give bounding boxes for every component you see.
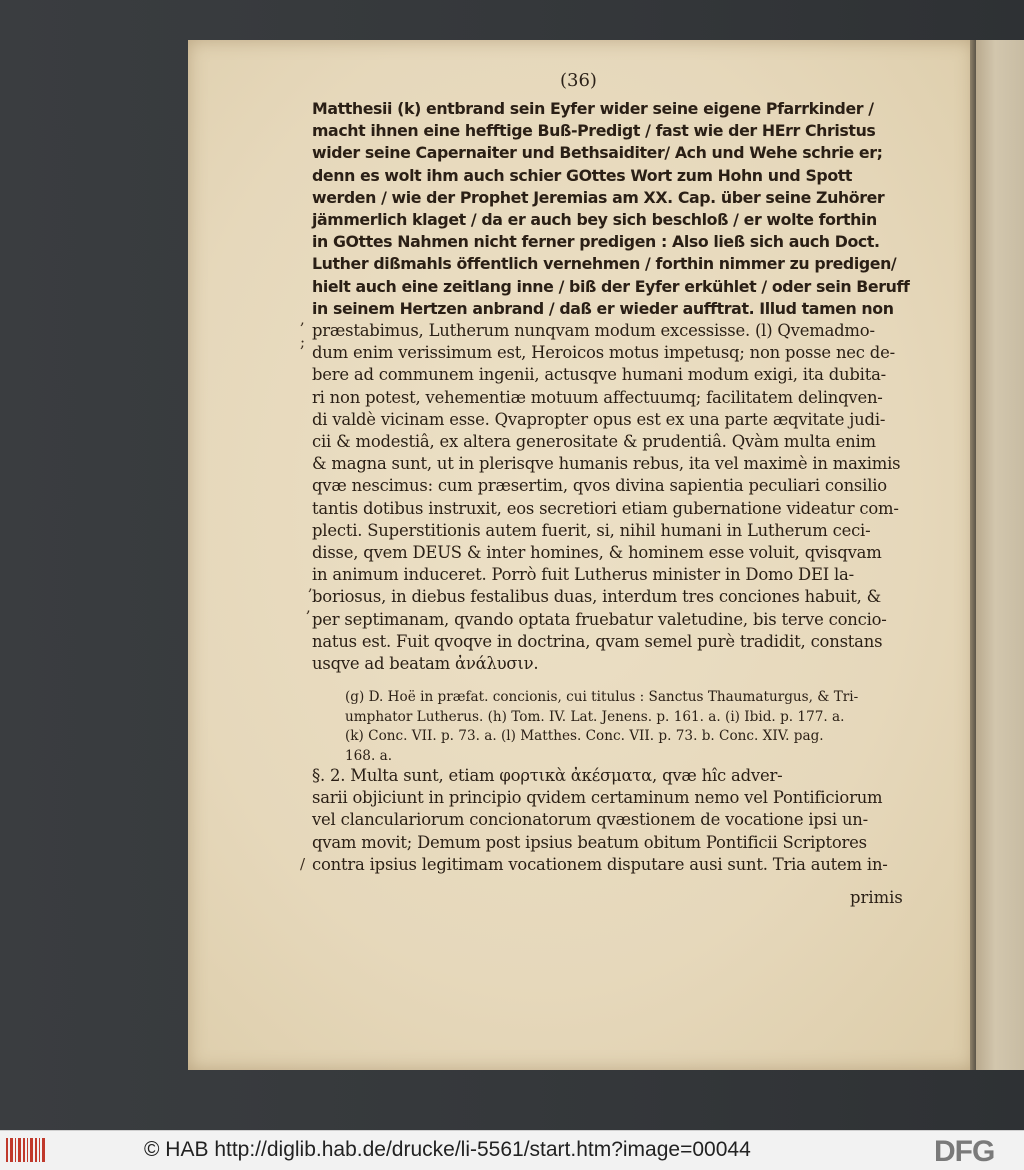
text-line: (g) D. Hoë in præfat. concionis, cui titulus : Sanctus Thaumaturgus, & Tri-	[345, 689, 859, 705]
text-line: (k) Conc. VII. p. 73. a. (l) Matthes. Conc. VII. p. 73. b. Conc. XIV. pag.	[345, 728, 824, 745]
adjacent-page-edge	[976, 40, 1024, 1070]
footnotes-block	[345, 688, 905, 766]
text-line: disse, qvem DEUS & inter homines, & hominem esse voluit, qvisqvam	[312, 543, 882, 563]
text-line: Matthesii (k) entbrand sein Eyfer wider seine eigene Pfarrkinder /	[312, 99, 874, 118]
text-line: macht ihnen eine hefftige Buß-Predigt / fast wie der HErr Christus	[312, 121, 876, 141]
text-line: in seinem Hertzen anbrand / daß er wieder aufftrat. Illud tamen non	[312, 298, 894, 318]
text-line: natus est. Fuit qvoqve in doctrina, qvam semel purè tradidit, constans	[312, 631, 883, 651]
text-line: in animum induceret. Porrò fuit Lutherus minister in Domo DEI la-	[312, 565, 854, 585]
paragraph-section-2	[312, 765, 910, 876]
main-text-block	[312, 98, 910, 675]
text-line: in GOttes Nahmen nicht ferner predigen : Also ließ sich auch Doct.	[312, 232, 880, 252]
text-line: werden / wie der Prophet Jeremias am XX. Cap. über seine Zuhörer	[312, 187, 885, 207]
text-line: Luther dißmahls öffentlich vernehmen / forthin nimmer zu predigen/	[312, 254, 897, 274]
text-line: jämmerlich klaget / da er auch bey sich beschloß / er wolte forthin	[312, 210, 877, 230]
text-line: cii & modestiâ, ex altera generositate & prudentiâ. Qvàm multa enim	[312, 432, 876, 452]
text-line: & magna sunt, ut in plerisqve humanis rebus, ita vel maximè in maximis	[312, 454, 901, 474]
text-line: denn es wolt ihm auch schier GOttes Wort zum Hohn und Spott	[312, 165, 853, 185]
text-line: wider seine Capernaiter und Bethsaiditer/ Ach und Wehe schrie er;	[312, 143, 883, 163]
viewer-footer	[0, 1130, 1024, 1170]
text-line: per septimanam, qvando optata fruebatur valetudine, bis terve concio-	[312, 609, 887, 629]
text-line: sarii objiciunt in principio qvidem certaminum nemo vel Pontificiorum	[312, 788, 883, 808]
text-line: qvæ nescimus: cum præsertim, qvos divina sapientia peculiari consilio	[312, 476, 887, 496]
text-line: qvam movit; Demum post ipsius beatum obitum Pontificii Scriptores	[312, 832, 867, 852]
margin-mark: ,	[308, 576, 313, 594]
page-number-header: (36)	[560, 70, 597, 91]
source-link[interactable]: © HAB http://diglib.hab.de/drucke/li-5561/start.htm?image=00044	[144, 1138, 751, 1161]
text-line: tantis dotibus instruxit, eos secretiori etiam gubernatione videatur com-	[312, 498, 899, 518]
catchword: primis	[850, 888, 903, 907]
text-line: plecti. Superstitionis autem fuerit, si, nihil humani in Lutherum ceci-	[312, 520, 871, 540]
text-line: §. 2. Multa sunt, etiam φορτικὰ ἀκέσματα, qvæ hîc adver-	[312, 766, 783, 785]
text-line: dum enim verissimum est, Heroicos motus impetusq; non posse nec de-	[312, 343, 895, 363]
text-line: boriosus, in diebus festalibus duas, interdum tres conciones habuit, &	[312, 587, 882, 607]
text-line: contra ipsius legitimam vocationem disputare ausi sunt. Tria autem in-	[312, 854, 888, 874]
text-line: 168. a.	[345, 747, 393, 764]
margin-mark: /	[300, 855, 306, 873]
text-line: usqve ad beatam ἀνάλυσιν.	[312, 654, 539, 674]
text-line: ri non potest, vehementiæ motuum affectuumq; facilitatem delinqven-	[312, 387, 883, 407]
text-line: vel clanculariorum concionatorum qvæstionem de vocatione ipsi un-	[312, 810, 868, 830]
text-line: umphator Lutherus. (h) Tom. IV. Lat. Jenens. p. 161. a. (i) Ibid. p. 177. a.	[345, 708, 845, 725]
text-line: hielt auch eine zeitlang inne / biß der Eyfer erkühlet / oder sein Beruff	[312, 276, 910, 296]
dfg-logo: DFG	[934, 1135, 995, 1168]
text-line: bere ad communem ingenii, actusqve humani modum exigi, ita dubita-	[312, 365, 887, 385]
margin-mark: ;	[300, 333, 306, 351]
margin-mark: ,	[300, 310, 305, 328]
text-line: præstabimus, Lutherum nunqvam modum excessisse. (l) Qvemadmo-	[312, 321, 875, 341]
text-line: di valdè vicinam esse. Qvapropter opus est ex una parte æqvitate judi-	[312, 409, 886, 429]
hab-barcode-logo-icon[interactable]	[6, 1135, 48, 1165]
margin-mark: ,	[306, 598, 311, 616]
